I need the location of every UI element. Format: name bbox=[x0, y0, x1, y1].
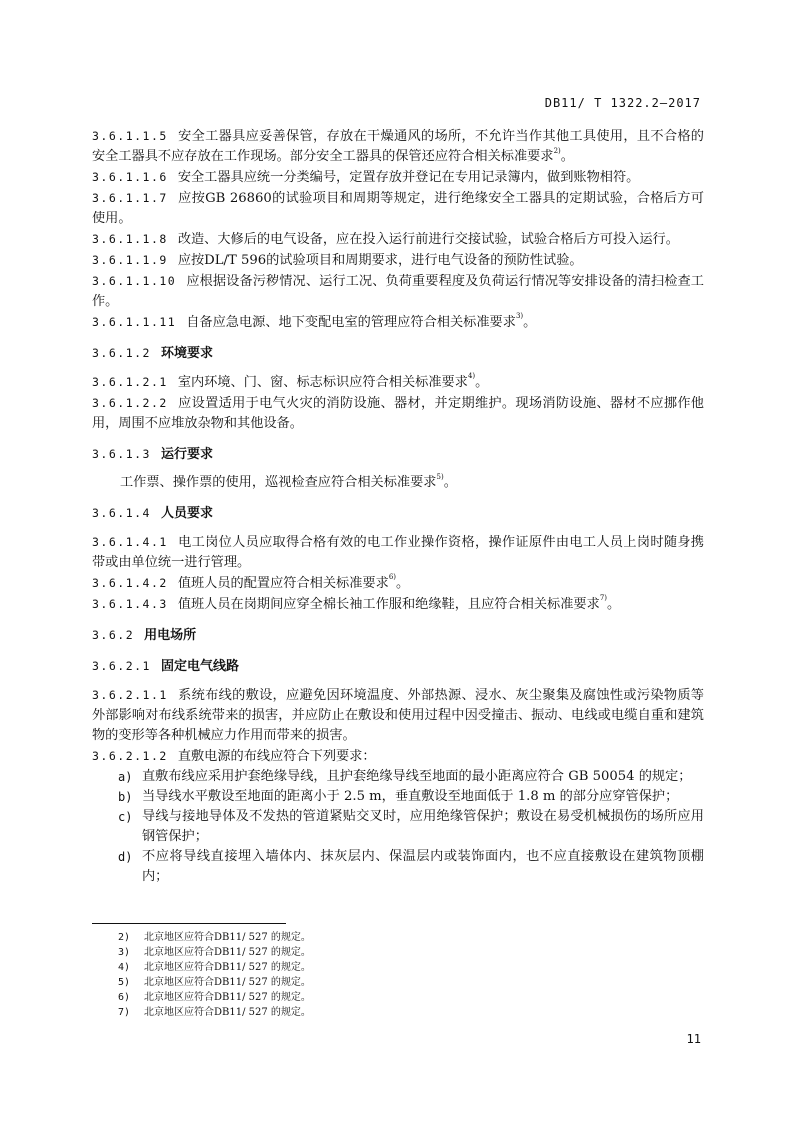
clause-text: 安全工器具应统一分类编号，定置存放并登记在专用记录簿内，做到账物相符。 bbox=[177, 170, 640, 185]
footnote-text: 北京地区应符合DB11/ 527 的规定。 bbox=[144, 1007, 311, 1018]
clause-number: 3.6.2.1.1 bbox=[92, 688, 168, 702]
clause bbox=[92, 746, 704, 767]
heading-title: 固定电气线路 bbox=[160, 659, 239, 674]
clause-number: 3.6.1.1.11 bbox=[92, 315, 177, 329]
clause-tail: 。 bbox=[475, 375, 489, 390]
footnote-ref: 2) bbox=[553, 147, 561, 155]
list-item-label: a) bbox=[118, 770, 133, 784]
list-item bbox=[92, 807, 704, 847]
footnote bbox=[118, 930, 311, 945]
heading-title: 运行要求 bbox=[160, 447, 213, 462]
footnote-ref: 4) bbox=[467, 372, 476, 380]
clause-tail: 。 bbox=[560, 149, 574, 164]
clause-text: 系统布线的敷设，应避免因环境温度、外部热源、浸水、灰尘聚集及腐蚀性或污染物质等外部影响对布线系统带来的损害，并应防止在敷设和使用过程中因受撞击、振动、电线或电缆自重和建筑物的变形等各种机械应力作用而带来的损害。 bbox=[92, 688, 704, 743]
clause-text: 应根据设备污秽情况、运行工况、负荷重要程度及负荷运行情况等安排设备的清扫检查工作。 bbox=[92, 274, 704, 309]
clause-number: 3.6.1.1.9 bbox=[92, 253, 168, 267]
paragraph bbox=[92, 473, 704, 493]
section-heading bbox=[92, 503, 704, 524]
footnotes bbox=[118, 930, 311, 1020]
page-number: 11 bbox=[686, 1032, 701, 1046]
heading-number: 3.6.2.1 bbox=[92, 659, 151, 673]
list-item-text: 导线与接地导体及不发热的管道紧贴交叉时，应用绝缘管保护；敷设在易受机械损伤的场所应用钢管保护； bbox=[142, 809, 704, 844]
list-item bbox=[92, 767, 704, 787]
clause-text: 改造、大修后的电气设备，应在投入运行前进行交接试验，试验合格后方可投入运行。 bbox=[177, 232, 679, 247]
footnote-number: 2) bbox=[118, 932, 131, 943]
clause-text: 室内环境、门、窗、标志标识应符合相关标准要求 bbox=[177, 375, 468, 390]
footnote-divider bbox=[92, 923, 286, 924]
clause bbox=[92, 594, 704, 615]
clause-number: 3.6.1.1.6 bbox=[92, 170, 168, 184]
footnote-number: 3) bbox=[118, 947, 131, 958]
clause-number: 3.6.2.1.2 bbox=[92, 749, 168, 763]
clause-text: 安全工器具应妥善保管，存放在干燥通风的场所，不允许当作其他工具使用，且不合格的安全工器具不应存放在工作现场。部分安全工器具的保管还应符合相关标准要求 bbox=[92, 129, 704, 164]
section-heading bbox=[92, 625, 704, 646]
footnote-text: 北京地区应符合DB11/ 527 的规定。 bbox=[144, 947, 311, 958]
section-heading bbox=[92, 444, 704, 465]
clause-number: 3.6.1.1.5 bbox=[92, 129, 168, 143]
section-heading bbox=[92, 343, 704, 364]
clause bbox=[92, 532, 704, 573]
footnote-ref: 5) bbox=[436, 473, 444, 481]
clause-text: 应按GB 26860的试验项目和周期等规定，进行绝缘安全工器具的定期试验，合格后方可使用。 bbox=[92, 191, 704, 226]
clause-text: 应设置适用于电气火灾的消防设施、器材，并定期维护。现场消防设施、器材不应挪作他用，周围不应堆放杂物和其他设备。 bbox=[92, 396, 704, 431]
clause-tail: 。 bbox=[607, 597, 621, 612]
clause-text: 应按DL/T 596的试验项目和周期要求，进行电气设备的预防性试验。 bbox=[177, 253, 583, 268]
footnote-number: 5) bbox=[118, 977, 131, 988]
footnote-text: 北京地区应符合DB11/ 527 的规定。 bbox=[144, 932, 311, 943]
clause bbox=[92, 372, 704, 393]
heading-number: 3.6.1.2 bbox=[92, 346, 151, 360]
clause-tail: 。 bbox=[396, 576, 410, 591]
heading-number: 3.6.2 bbox=[92, 628, 135, 642]
footnote bbox=[118, 975, 311, 990]
clause-number: 3.6.1.1.8 bbox=[92, 232, 168, 246]
paragraph-tail: 。 bbox=[443, 475, 457, 490]
footnote-ref: 6) bbox=[388, 573, 396, 581]
heading-number: 3.6.1.4 bbox=[92, 506, 151, 520]
footnote-number: 6) bbox=[118, 992, 131, 1003]
clause bbox=[92, 167, 704, 188]
clause bbox=[92, 229, 704, 250]
clause-number: 3.6.1.2.1 bbox=[92, 375, 168, 389]
heading-title: 环境要求 bbox=[160, 346, 213, 361]
clause bbox=[92, 685, 704, 746]
footnote-ref: 3) bbox=[515, 312, 524, 320]
clause-number: 3.6.1.2.2 bbox=[92, 396, 168, 410]
footnote-number: 4) bbox=[118, 962, 131, 973]
clause-text: 电工岗位人员应取得合格有效的电工作业操作资格，操作证原件由电工人员上岗时随身携带或由单位统一进行管理。 bbox=[92, 535, 704, 570]
clause-text: 值班人员的配置应符合相关标准要求 bbox=[177, 576, 389, 591]
clause-text: 值班人员在岗期间应穿全棉长袖工作服和绝缘鞋，且应符合相关标准要求 bbox=[177, 597, 600, 612]
footnote-text: 北京地区应符合DB11/ 527 的规定。 bbox=[144, 992, 311, 1003]
clause-number: 3.6.1.4.3 bbox=[92, 597, 168, 611]
footnote-ref: 7) bbox=[599, 594, 607, 602]
main-content bbox=[92, 126, 704, 887]
clause bbox=[92, 126, 704, 167]
footnote bbox=[118, 960, 311, 975]
clause-text: 自备应急电源、地下变配电室的管理应符合相关标准要求 bbox=[186, 315, 516, 330]
list-item-label: d) bbox=[118, 850, 133, 864]
clause bbox=[92, 312, 704, 333]
clause bbox=[92, 573, 704, 594]
footnote bbox=[118, 1005, 311, 1020]
heading-title: 人员要求 bbox=[160, 506, 213, 521]
list-item bbox=[92, 787, 704, 807]
clause-tail: 。 bbox=[523, 315, 537, 330]
heading-title: 用电场所 bbox=[144, 628, 197, 643]
list-item bbox=[92, 847, 704, 887]
footnote-number: 7) bbox=[118, 1007, 131, 1018]
footnote bbox=[118, 990, 311, 1005]
clause-number: 3.6.1.4.1 bbox=[92, 535, 168, 549]
section-heading bbox=[92, 656, 704, 677]
clause-number: 3.6.1.1.10 bbox=[92, 274, 177, 288]
clause-text: 直敷电源的布线应符合下列要求： bbox=[177, 749, 376, 764]
clause-number: 3.6.1.4.2 bbox=[92, 576, 168, 590]
list-item-label: c) bbox=[118, 810, 133, 824]
list-item-text: 不应将导线直接埋入墙体内、抹灰层内、保温层内或装饰面内，也不应直接敷设在建筑物顶棚内； bbox=[142, 849, 704, 884]
list-item-text: 当导线水平敷设至地面的距离小于 2.5 m，垂直敷设至地面低于 1.8 m 的部分应穿管保护； bbox=[142, 789, 679, 804]
footnote-text: 北京地区应符合DB11/ 527 的规定。 bbox=[144, 977, 311, 988]
footnote-text: 北京地区应符合DB11/ 527 的规定。 bbox=[144, 962, 311, 973]
clause bbox=[92, 250, 704, 271]
heading-number: 3.6.1.3 bbox=[92, 447, 151, 461]
list-item-label: b) bbox=[118, 790, 133, 804]
list-item-text: 直敷布线应采用护套绝缘导线，且护套绝缘导线至地面的最小距离应符合 GB 50054 的规定； bbox=[142, 769, 692, 784]
clause-number: 3.6.1.1.7 bbox=[92, 191, 168, 205]
clause bbox=[92, 393, 704, 434]
clause bbox=[92, 271, 704, 312]
standard-number: DB11/ T 1322.2—2017 bbox=[544, 96, 701, 110]
paragraph-text: 工作票、操作票的使用，巡视检查应符合相关标准要求 bbox=[120, 475, 437, 490]
clause bbox=[92, 188, 704, 229]
footnote bbox=[118, 945, 311, 960]
